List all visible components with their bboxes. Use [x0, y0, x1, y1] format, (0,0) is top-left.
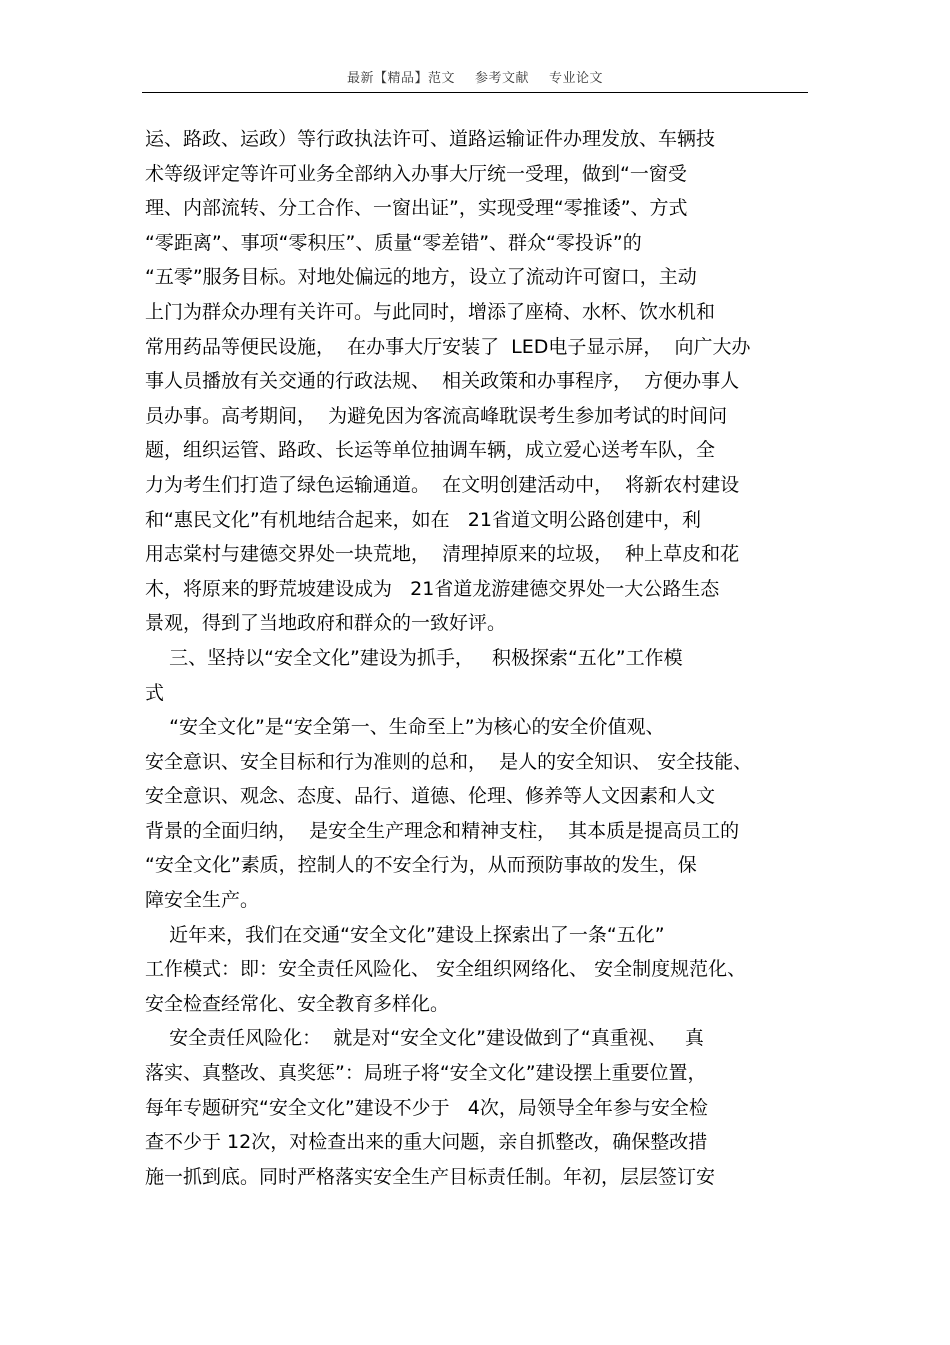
- text-line: 事人员播放有关交通的行政法规、 相关政策和办事程序， 方便办事人: [145, 370, 740, 393]
- text-line: 每年专题研究“安全文化”建设不少于 4次，局领导全年参与安全检: [145, 1096, 708, 1119]
- text-line: 工作模式：即：安全责任风险化、 安全组织网络化、 安全制度规范化、: [145, 958, 747, 981]
- text-line: 上门为群众办理有关许可。与此同时，增添了座椅、水杯、饮水机和: [145, 300, 716, 323]
- text-line: 式: [145, 681, 165, 704]
- text-line: “零距离”、事项“零积压”、质量“零差错”、群众“零投诉”的: [145, 231, 642, 254]
- text-line: 三、坚持以“安全文化”建设为抓手， 积极探索“五化”工作模: [145, 646, 683, 669]
- text-line: 理、内部流转、分工合作、一窗出证”，实现受理“零推诿”、方式: [145, 197, 688, 220]
- text-line: 和“惠民文化”有机地结合起来，如在 21省道文明公路创建中，利: [145, 508, 701, 531]
- text-line: 背景的全面归纳， 是安全生产理念和精神支柱， 其本质是提高员工的: [145, 819, 740, 842]
- text-line: 近年来，我们在交通“安全文化”建设上探索出了一条“五化”: [145, 923, 665, 946]
- text-line: 木，将原来的野荒坡建设成为 21省道龙游建德交界处一大公路生态: [145, 577, 720, 600]
- text-line: 运、路政、运政）等行政执法许可、道路运输证件办理发放、车辆技: [145, 128, 716, 150]
- text-line: 安全意识、观念、态度、品行、道德、伦理、修养等人文因素和人文: [145, 785, 716, 808]
- text-line: 查不少于 12次，对检查出来的重大问题，亲自抓整改，确保整改措: [145, 1131, 708, 1154]
- header-item-lunwen: 专业论文: [549, 71, 604, 86]
- text-line: 题，组织运管、路政、长运等单位抽调车辆，成立爱心送考车队，全: [145, 439, 716, 462]
- text-line: “安全文化”素质，控制人的不安全行为，从而预防事故的发生，保: [145, 854, 697, 877]
- text-line: 景观，得到了当地政府和群众的一致好评。: [145, 612, 507, 635]
- header-divider: [142, 92, 808, 93]
- text-line: 员办事。高考期间， 为避免因为客流高峰耽误考生参加考试的时间问: [145, 404, 728, 427]
- text-line: 施一抓到底。同时严格落实安全生产目标责任制。年初，层层签订安: [145, 1165, 716, 1188]
- text-line: 安全责任风险化： 就是对“安全文化”建设做到了“真重视、 真: [145, 1027, 704, 1050]
- header-item-fanwen: 最新【精品】范文: [346, 71, 455, 86]
- text-line: 术等级评定等许可业务全部纳入办事大厅统一受理，做到“一窗受: [145, 162, 687, 185]
- page-header: [0, 67, 950, 86]
- text-line: 落实、真整改、真奖惩”：局班子将“安全文化”建设摆上重要位置，: [145, 1062, 707, 1085]
- text-line: “安全文化”是“安全第一、生命至上”为核心的安全价值观、: [145, 716, 665, 739]
- text-line: “五零”服务目标。对地处偏远的地方，设立了流动许可窗口，主动: [145, 266, 697, 289]
- document-body: [145, 122, 825, 1194]
- text-line: 力为考生们打造了绿色运输通道。 在文明创建活动中， 将新农村建设: [145, 473, 740, 496]
- text-line: 安全意识、安全目标和行为准则的总和， 是人的安全知识、 安全技能、: [145, 750, 753, 773]
- text-line: 常用药品等便民设施， 在办事大厅安装了 LED电子显示屏， 向广大办: [145, 335, 751, 358]
- text-line: 安全检查经常化、安全教育多样化。: [145, 992, 450, 1015]
- header-item-cankao: 参考文献: [474, 71, 529, 86]
- text-line: 障安全生产。: [145, 889, 260, 912]
- text-line: 用志棠村与建德交界处一块荒地， 清理掉原来的垃圾， 种上草皮和花: [145, 543, 740, 566]
